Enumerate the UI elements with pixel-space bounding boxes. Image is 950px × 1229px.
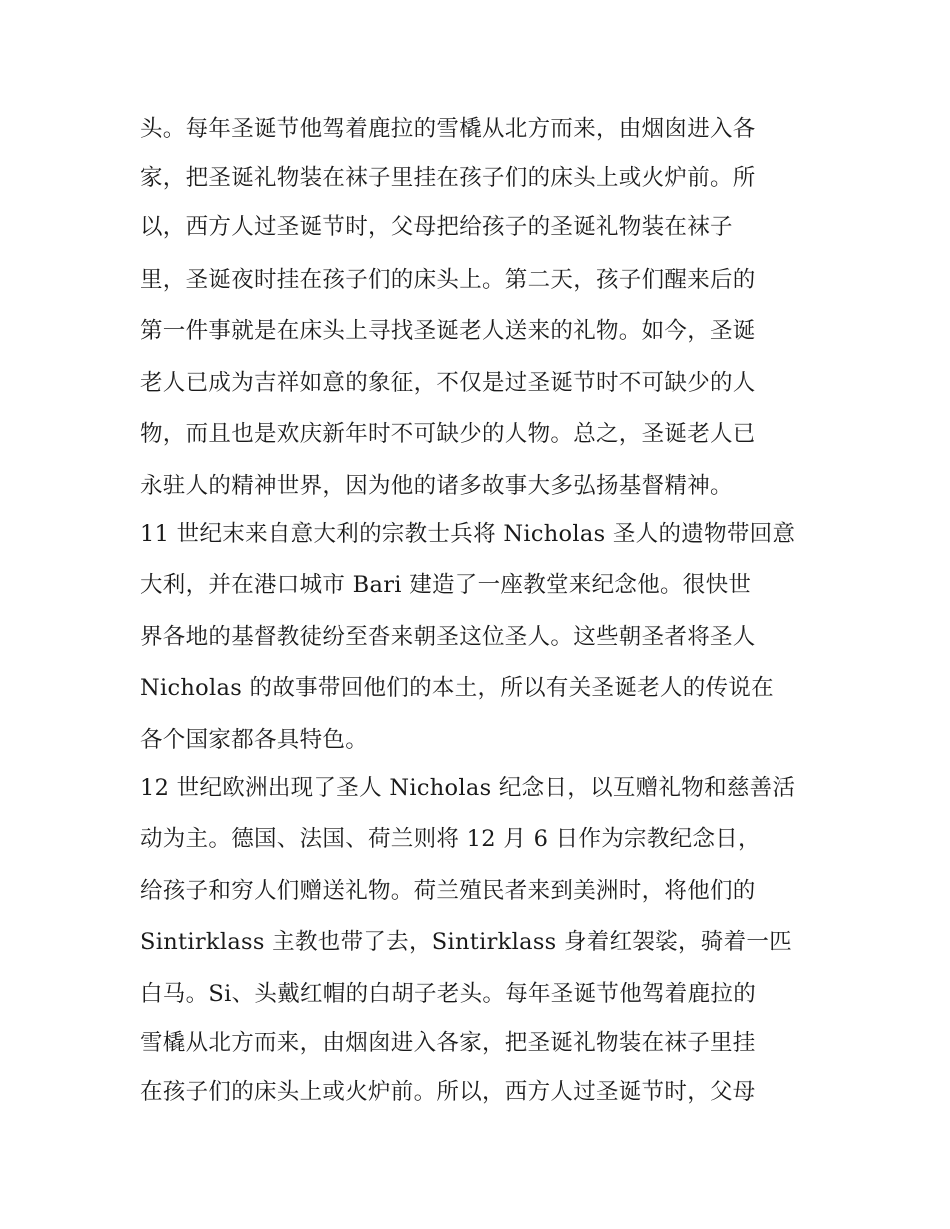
text-line: 给孩子和穷人们赠送礼物。荷兰殖民者来到美洲时，将他们的 <box>140 878 756 904</box>
text-line: 11 世纪末来自意大利的宗教士兵将 Nicholas 圣人的遗物带回意 <box>140 521 796 547</box>
text-line: 在孩子们的床头上或火炉前。所以，西方人过圣诞节时，父母 <box>140 1079 756 1105</box>
text-line: 老人已成为吉祥如意的象征，不仅是过圣诞节时不可缺少的人 <box>140 370 756 396</box>
text-line: Nicholas 的故事带回他们的本土，所以有关圣诞老人的传说在 <box>140 675 774 701</box>
text-line: 雪橇从北方而来，由烟囱进入各家，把圣诞礼物装在袜子里挂 <box>140 1030 756 1056</box>
text-line: 里，圣诞夜时挂在孩子们的床头上。第二天，孩子们醒来后的 <box>140 267 756 293</box>
text-line: Sintirklass 主教也带了去，Sintirklass 身着红袈裟，骑着一匹 <box>140 929 792 955</box>
text-line: 第一件事就是在床头上寻找圣诞老人送来的礼物。如今，圣诞 <box>140 318 756 344</box>
text-line: 大利，并在港口城市 Bari 建造了一座教堂来纪念他。很快世 <box>140 572 752 598</box>
text-line: 以，西方人过圣诞节时，父母把给孩子的圣诞礼物装在袜子 <box>140 214 733 240</box>
text-line: 头。每年圣诞节他驾着鹿拉的雪橇从北方而来，由烟囱进入各 <box>140 116 756 142</box>
text-line: 各个国家都各具特色。 <box>140 727 369 753</box>
text-line: 家，把圣诞礼物装在袜子里挂在孩子们的床头上或火炉前。所 <box>140 165 756 191</box>
text-line: 物，而且也是欢庆新年时不可缺少的人物。总之，圣诞老人已 <box>140 421 756 447</box>
text-line: 界各地的基督教徒纷至沓来朝圣这位圣人。这些朝圣者将圣人 <box>140 624 756 650</box>
text-line: 12 世纪欧洲出现了圣人 Nicholas 纪念日，以互赠礼物和慈善活 <box>140 775 796 801</box>
text-line: 永驻人的精神世界，因为他的诸多故事大多弘扬基督精神。 <box>140 473 733 499</box>
text-line: 白马。Si、头戴红帽的白胡子老头。每年圣诞节他驾着鹿拉的 <box>140 981 757 1007</box>
text-line: 动为主。德国、法国、荷兰则将 12 月 6 日作为宗教纪念日， <box>140 826 761 852</box>
